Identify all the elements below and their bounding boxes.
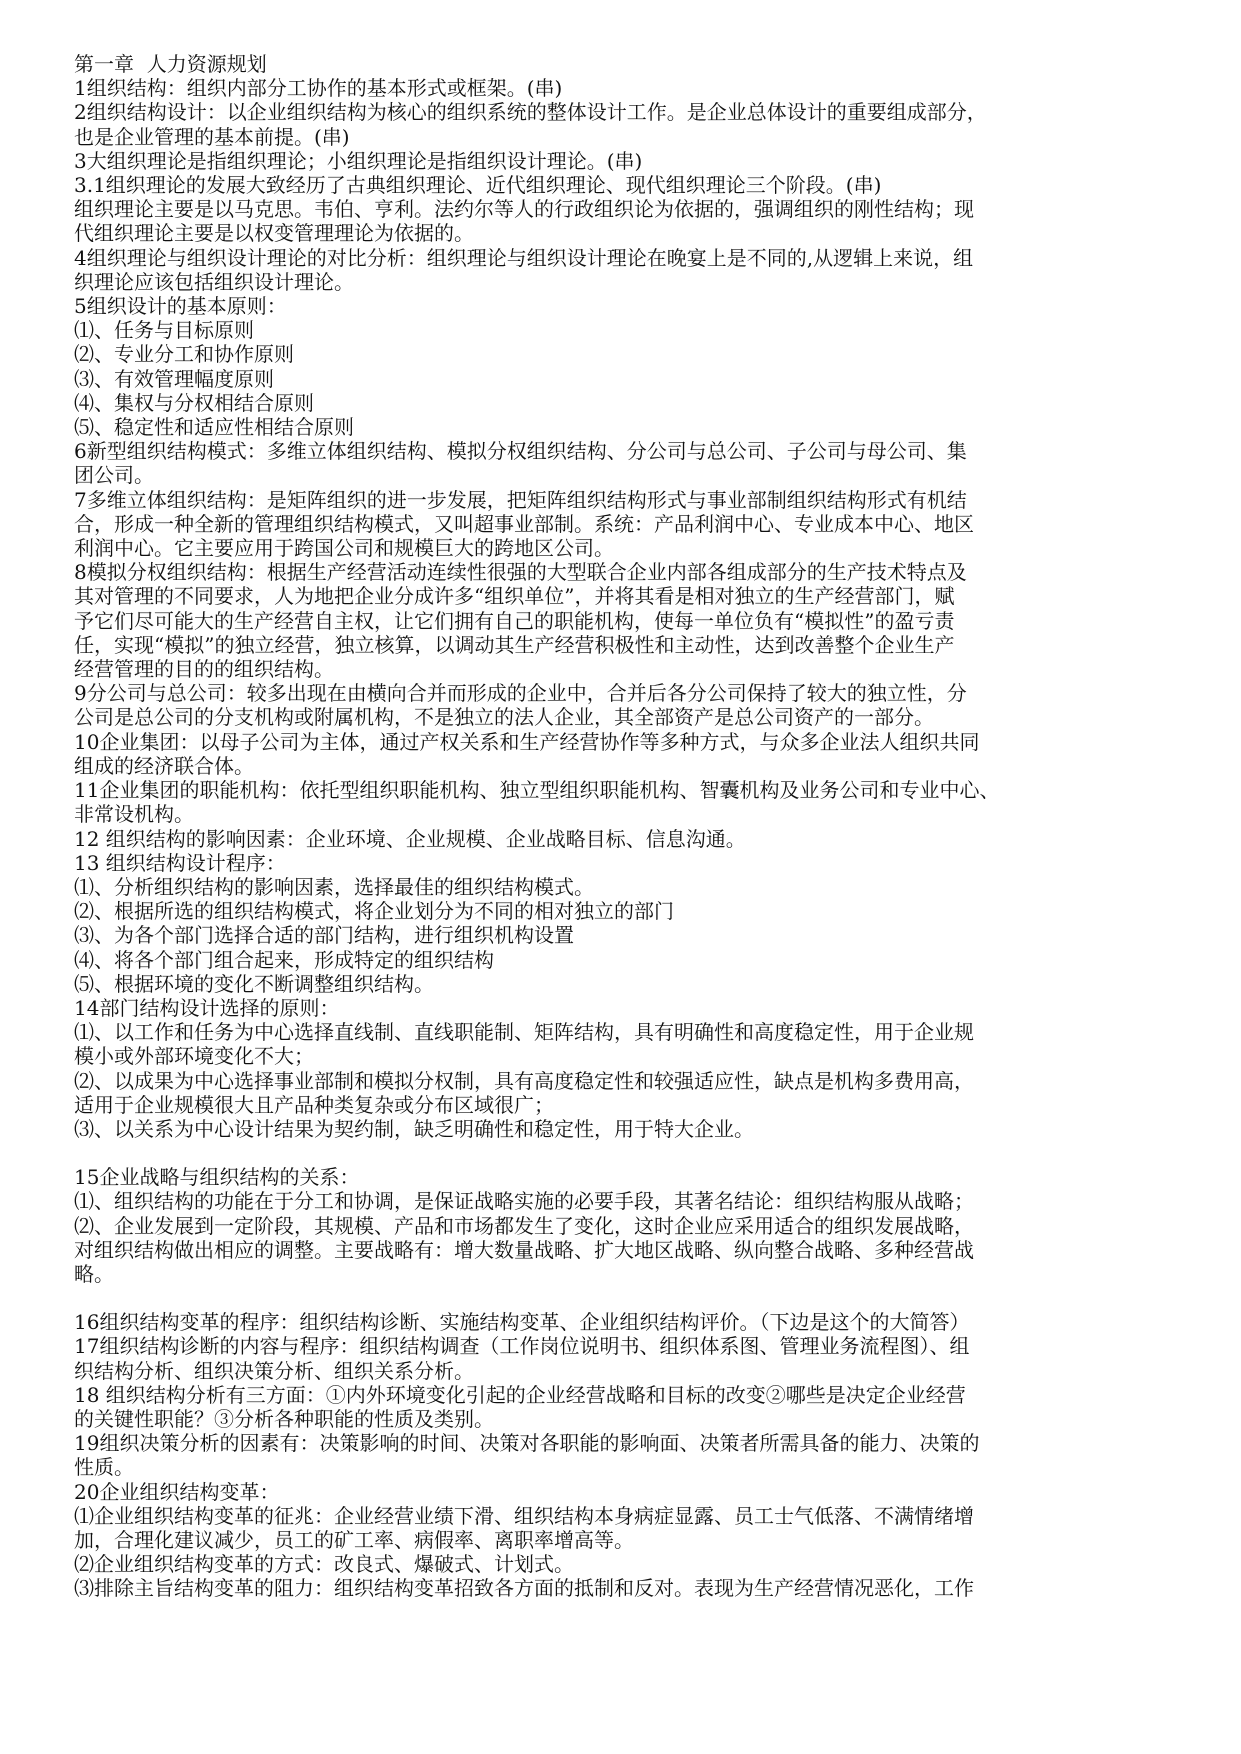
text-line: 4组织理论与组织设计理论的对比分析：组织理论与组织设计理论在晚宴上是不同的,从逻辑上来说，组 — [74, 245, 974, 270]
text-line: 织结构分析、组织决策分析、组织关系分析。 — [74, 1358, 474, 1383]
text-line: 经营管理的目的的组织结构。 — [74, 657, 334, 682]
text-line: 非常设机构。 — [74, 802, 194, 827]
blank-line — [74, 1286, 1169, 1310]
text-line: ⑵企业组织结构变革的方式：改良式、爆破式、计划式。 — [74, 1552, 574, 1577]
text-line: ⑶、为各个部门选择合适的部门结构，进行组织机构设置 — [74, 923, 574, 948]
text-line: 9分公司与总公司：较多出现在由横向合并而形成的企业中，合并后各分公司保持了较大的独立性，分 — [74, 681, 967, 706]
text-line: ⑵、根据所选的组织结构模式，将企业划分为不同的相对独立的部门 — [74, 899, 674, 924]
text-line: 予它们尽可能大的生产经营自主权，让它们拥有自己的职能机构，使每一单位负有“模拟性”的盈亏责 — [74, 608, 955, 633]
text-line: 性质。 — [74, 1455, 134, 1480]
text-line: 15企业战略与组织结构的关系： — [74, 1165, 360, 1190]
text-line: 11企业集团的职能机构：依托型组织职能机构、独立型组织职能机构、智囊机构及业务公司和专业中心、 — [74, 778, 1000, 803]
text-line: 7多维立体组织结构：是矩阵组织的进一步发展，把矩阵组织结构形式与事业部制组织结构形式有机结 — [74, 487, 967, 512]
text-line: 16组织结构变革的程序：组织结构诊断、实施结构变革、企业组织结构评价。（下边是这个的大简答） — [74, 1310, 970, 1335]
text-line: 19组织决策分析的因素有：决策影响的时间、决策对各职能的影响面、决策者所需具备的能力、决策的 — [74, 1431, 980, 1456]
text-line: 也是企业管理的基本前提。(串) — [74, 124, 350, 149]
text-line: 略。 — [74, 1261, 114, 1286]
text-line: ⑷、集权与分权相结合原则 — [74, 390, 314, 415]
text-line: 模小或外部环境变化不大； — [74, 1044, 314, 1069]
text-line: 13 组织结构设计程序： — [74, 850, 286, 875]
text-line: 任，实现“模拟”的独立经营，独立核算，以调动其生产经营积极性和主动性，达到改善整个企业生产 — [74, 632, 955, 657]
text-line: 组成的经济联合体。 — [74, 753, 254, 778]
text-line: 加，合理化建议减少，员工的矿工率、病假率、离职率增高等。 — [74, 1527, 634, 1552]
text-line: 3大组织理论是指组织理论；小组织理论是指组织设计理论。(串) — [74, 148, 643, 173]
text-line: ⑷、将各个部门组合起来，形成特定的组织结构 — [74, 947, 494, 972]
text-line: 12 组织结构的影响因素：企业环境、企业规模、企业战略目标、信息沟通。 — [74, 826, 746, 851]
text-line: 8模拟分权组织结构：根据生产经营活动连续性很强的大型联合企业内部各组成部分的生产技术特点及 — [74, 560, 967, 585]
text-line: ⑵、专业分工和协作原则 — [74, 342, 294, 367]
text-line: 6新型组织结构模式：多维立体组织结构、模拟分权组织结构、分公司与总公司、子公司与母公司、集 — [74, 439, 967, 464]
text-line: 代组织理论主要是以权变管理理论为依据的。 — [74, 221, 474, 246]
text-line: 其对管理的不同要求，人为地把企业分成许多“组织单位”，并将其看是相对独立的生产经营部门，赋 — [74, 584, 955, 609]
document-page — [74, 52, 1169, 1601]
text-line: 对组织结构做出相应的调整。主要战略有：增大数量战略、扩大地区战略、纵向整合战略、多种经营战 — [74, 1237, 974, 1262]
text-line: 合，形成一种全新的管理组织结构模式，又叫超事业部制。系统：产品利润中心、专业成本中心、地区 — [74, 511, 974, 536]
text-line: ⑸、根据环境的变化不断调整组织结构。 — [74, 971, 434, 996]
text-line: 织理论应该包括组织设计理论。 — [74, 269, 354, 294]
text-line: 17组织结构诊断的内容与程序：组织结构调查（工作岗位说明书、组织体系图、管理业务流程图）、组 — [74, 1334, 970, 1359]
text-line: ⑴、组织结构的功能在于分工和协调，是保证战略实施的必要手段，其著名结论：组织结构服从战略； — [74, 1189, 974, 1214]
text-line: 18 组织结构分析有三方面：①内外环境变化引起的企业经营战略和目标的改变②哪些是决定企业经营 — [74, 1382, 966, 1407]
text-line: ⑶、有效管理幅度原则 — [74, 366, 274, 391]
text-line: 20企业组织结构变革： — [74, 1479, 280, 1504]
text-line: 公司是总公司的分支机构或附属机构，不是独立的法人企业，其全部资产是总公司资产的一部分。 — [74, 705, 934, 730]
text-line: 10企业集团：以母子公司为主体，通过产权关系和生产经营协作等多种方式，与众多企业法人组织共同 — [74, 729, 980, 754]
text-line: ⑴企业组织结构变革的征兆：企业经营业绩下滑、组织结构本身病症显露、员工士气低落、不满情绪增 — [74, 1503, 974, 1528]
blank-line — [74, 1141, 1169, 1165]
text-line: 2组织结构设计：以企业组织结构为核心的组织系统的整体设计工作。是企业总体设计的重要组成部分， — [74, 100, 987, 125]
text-line: 1组织结构：组织内部分工协作的基本形式或框架。(串) — [74, 76, 563, 101]
text-line: ⑶、以关系为中心设计结果为契约制，缺乏明确性和稳定性，用于特大企业。 — [74, 1116, 754, 1141]
text-line: 的关键性职能？③分析各种职能的性质及类别。 — [74, 1406, 494, 1431]
text-line: ⑵、以成果为中心选择事业部制和模拟分权制，具有高度稳定性和较强适应性，缺点是机构多费用高， — [74, 1068, 974, 1093]
text-line: 组织理论主要是以马克思。韦伯、亨利。法约尔等人的行政组织论为依据的，强调组织的刚性结构；现 — [74, 197, 974, 222]
text-line: 3.1组织理论的发展大致经历了古典组织理论、近代组织理论、现代组织理论三个阶段。(串) — [74, 173, 882, 198]
text-line: 利润中心。它主要应用于跨国公司和规模巨大的跨地区公司。 — [74, 536, 614, 561]
text-line: ⑴、任务与目标原则 — [74, 318, 254, 343]
text-line: 5组织设计的基本原则： — [74, 294, 287, 319]
text-line: ⑴、以工作和任务为中心选择直线制、直线职能制、矩阵结构，具有明确性和高度稳定性，用于企业规 — [74, 1020, 974, 1045]
text-line: 14部门结构设计选择的原则： — [74, 995, 340, 1020]
text-line: ⑶排除主旨结构变革的阻力：组织结构变革招致各方面的抵制和反对。表现为生产经营情况恶化，工作 — [74, 1576, 974, 1601]
text-line: ⑸、稳定性和适应性相结合原则 — [74, 415, 354, 440]
chapter-title: 第一章 人力资源规划 — [74, 52, 267, 76]
text-line: ⑵、企业发展到一定阶段，其规模、产品和市场都发生了变化，这时企业应采用适合的组织发展战略， — [74, 1213, 974, 1238]
text-line: 适用于企业规模很大且产品种类复杂或分布区域很广； — [74, 1092, 554, 1117]
text-line: ⑴、分析组织结构的影响因素，选择最佳的组织结构模式。 — [74, 874, 594, 899]
text-line: 团公司。 — [74, 463, 154, 488]
